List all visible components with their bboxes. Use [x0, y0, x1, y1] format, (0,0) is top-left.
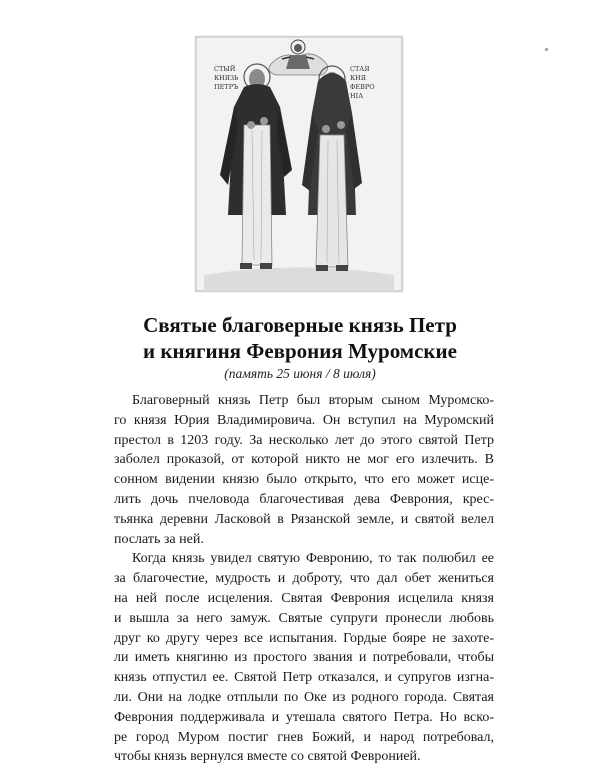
title-line-1: Святые благоверные князь Петр: [143, 313, 457, 337]
text-line: друг ко другу через все испытания. Гордые бояре не захоте-: [114, 630, 494, 646]
inscription-left-3: ПЕТРЪ: [214, 83, 239, 91]
text-line: ли. Они на лодке отплыли по Оке из родного города. Святая: [114, 689, 494, 705]
inscription-left-2: КНЯЗЬ: [214, 74, 239, 82]
text-line: Благоверный князь Петр был вторым сыном Муромско-: [132, 393, 494, 408]
icon-illustration: [194, 35, 404, 293]
text-line: послать за ней.: [114, 531, 204, 547]
inscription-right-3: ФЕВРО: [350, 83, 375, 91]
text-line: престол в 1203 году. За несколько лет до этого святой Петр: [114, 432, 494, 448]
text-line: заболел проказой, от которой никто не мог его излечить. В: [114, 452, 494, 468]
inscription-right-4: НІА: [350, 92, 364, 100]
text-line: тьянка деревни Ласковой в Рязанской земле, и святой велел: [114, 511, 494, 527]
text-line: лить дочь пчеловода благочестивая дева Феврония, крес-: [114, 491, 494, 507]
text-line: Когда князь увидел святую Февронию, то так полюбил ее: [132, 551, 494, 567]
icon-image: [194, 35, 404, 293]
text-line: чтобы князь вернулся вместе со святой Февронией.: [114, 749, 421, 765]
inscription-right-2: КНЯ: [350, 74, 366, 82]
article-title: [0, 312, 600, 364]
title-line-2: и княгиня Феврония Муромские: [143, 339, 457, 363]
text-line: сонном видении князю было открыто, что его может исце-: [114, 472, 494, 488]
text-line: Феврония поддерживала и утешала святого Петра. Но вско-: [114, 709, 494, 725]
text-line: князь отпустил ее. Святой Петр отказался, и супругов изгна-: [114, 670, 494, 686]
inscription-right-1: СТАЯ: [350, 65, 370, 73]
commemoration-date: (память 25 июня / 8 июля): [224, 366, 376, 381]
text-line: и вышла за него замуж. Святые супруги пронесли любовь: [114, 610, 494, 626]
text-line: на ней после исцеления. Святая Феврония исцелила князя: [114, 590, 494, 606]
page-mark: [545, 48, 548, 51]
text-line: ре город Муром постиг гнев Божий, и народ потребовал,: [114, 729, 494, 745]
text-line: ли иметь княгиню из простого звания и потребовали, чтобы: [114, 650, 494, 666]
text-line: го князя Юрия Владимировича. Он вступил на Муромский: [114, 412, 494, 428]
text-line: за благочестие, мудрость и доброту, что дал обет жениться: [114, 571, 494, 587]
inscription-left-1: СТЫЙ: [214, 65, 236, 73]
article-body: [114, 391, 494, 767]
